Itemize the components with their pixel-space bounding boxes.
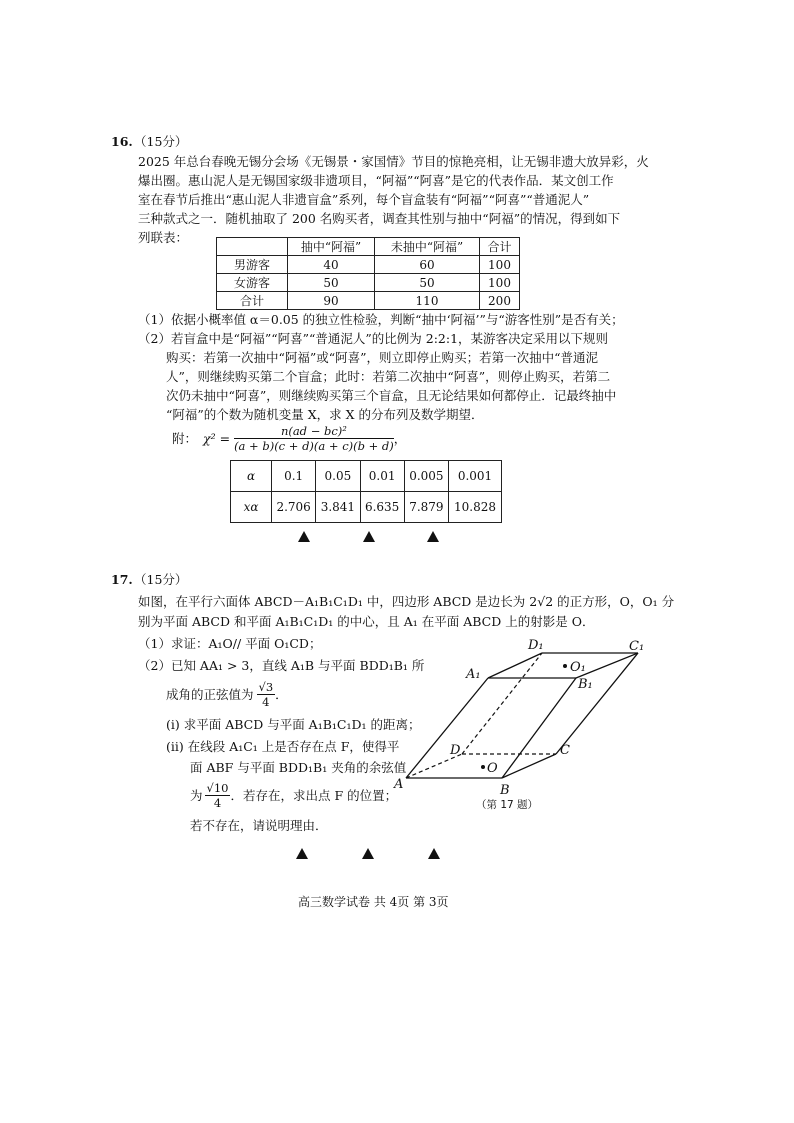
q16-part1: （1）依据小概率值 α＝0.05 的独立性检验，判断“抽中‘阿福’”与“游客性别”是否有关；: [138, 312, 624, 327]
table-cell: 男游客: [217, 256, 288, 274]
label-O: O: [487, 761, 498, 776]
chi-square-formula: [172, 421, 406, 455]
cosine-fraction: [205, 781, 231, 810]
table-cell: α: [231, 461, 272, 492]
label-D: D: [450, 743, 461, 758]
table-cell: 50: [288, 274, 375, 292]
q17-number: 17.: [111, 572, 133, 587]
edge-D1A1: [488, 653, 542, 678]
page-footer: 高三数学试卷 共 4页 第 3页: [298, 895, 449, 909]
q16-part2-line: 次仍未抽中“阿喜”，则继续购买第三个盲盒，且无论结果如何都停止．记最终抽中: [166, 388, 617, 403]
table-cell: 女游客: [217, 274, 288, 292]
triangle-marker-icon: [296, 848, 308, 859]
sine-fraction: [257, 680, 276, 709]
q17-sub2-pre: 为: [190, 788, 203, 803]
q17-points: （15分）: [134, 572, 188, 587]
table-row: [217, 256, 520, 274]
contingency-table: [216, 237, 520, 310]
formula-fraction: [234, 424, 394, 453]
table-cell: 合计: [217, 292, 288, 310]
triangle-marker-icon: [298, 531, 310, 542]
edge-AA1: [406, 678, 488, 778]
q17-sub2-line: (ii) 在线段 A₁C₁ 上是否存在点 F，使得平: [166, 739, 400, 754]
table-row: [231, 492, 502, 523]
critical-value-table: [230, 460, 502, 523]
q17-period: ．: [275, 687, 288, 702]
q17-part2-sine-line: [166, 678, 288, 710]
q16-intro-line: 三种款式之一．随机抽取了 200 名购买者，调查其性别与抽中“阿福”的情况，得到如下: [138, 211, 621, 226]
table-header: 抽中“阿福”: [288, 238, 375, 256]
q17-part1: （1）求证：A₁O// 平面 O₁CD；: [138, 636, 322, 651]
table-cell: 40: [288, 256, 375, 274]
point-O: [481, 765, 485, 769]
label-A1: A₁: [466, 667, 481, 682]
table-cell: [217, 238, 288, 256]
q17-intro-line: 如图，在平行六面体 ABCD－A₁B₁C₁D₁ 中，四边形 ABCD 是边长为 2√2 的正方形，O，O₁ 分: [138, 594, 675, 609]
table-cell: 3.841: [316, 492, 360, 523]
cosine-denominator: 4: [213, 795, 222, 810]
table-cell: 60: [375, 256, 480, 274]
q17-sub2-line: 面 ABF 与平面 BDD₁B₁ 夹角的余弦值: [190, 760, 407, 775]
q16-intro-line: 列联表：: [138, 230, 189, 245]
table-row: [231, 461, 502, 492]
label-B1: B₁: [578, 677, 593, 692]
label-C1: C₁: [629, 639, 645, 654]
table-cell: xα: [231, 492, 272, 523]
label-C: C: [560, 743, 570, 758]
table-cell: 0.01: [360, 461, 404, 492]
q17-sub2-post: ．若存在，求出点 F 的位置；: [230, 788, 398, 803]
q16-part2-line: 购买：若第一次抽中“阿福”或“阿喜”，则立即停止购买；若第一次抽中“普通泥: [166, 350, 598, 365]
q17-sub2-line: 若不存在，请说明理由．: [190, 818, 328, 833]
triangle-marker-icon: [362, 848, 374, 859]
table-cell: 200: [480, 292, 520, 310]
q16-points: （15分）: [134, 134, 188, 149]
cosine-numerator: √10: [206, 780, 229, 795]
table-row: [217, 292, 520, 310]
table-cell: 2.706: [272, 492, 316, 523]
q16-intro-line: 爆出圈。惠山泥人是无锡国家级非遗项目，“阿福”“阿喜”是它的代表作品．某文创工作: [138, 173, 614, 188]
formula-lhs: χ² =: [203, 430, 231, 446]
table-header: 合计: [480, 238, 520, 256]
formula-tail: ，: [393, 431, 407, 446]
table-cell: 7.879: [404, 492, 448, 523]
q17-sub2-cosine-line: [190, 779, 397, 811]
triangle-marker-icon: [428, 848, 440, 859]
table-cell: 0.005: [404, 461, 448, 492]
label-D1: D₁: [528, 638, 544, 653]
parallelepiped-figure: [390, 636, 650, 816]
table-cell: 0.05: [316, 461, 360, 492]
q17-part2-text: 成角的正弦值为: [166, 687, 254, 702]
table-row: [217, 274, 520, 292]
q16-intro-line: 2025 年总台春晚无锡分会场《无锡景・家国情》节目的惊艳亮相，让无锡非遗大放异彩，火: [138, 154, 649, 169]
label-B: B: [500, 783, 510, 798]
table-cell: 100: [480, 256, 520, 274]
formula-numerator: n(ad − bc)²: [234, 424, 394, 439]
q16-intro-line: 室在春节后推出“惠山泥人非遗盲盒”系列，每个盲盒装有“阿福”“阿喜”“普通泥人”: [138, 192, 590, 207]
triangle-marker-icon: [363, 531, 375, 542]
point-O1: [563, 664, 567, 668]
label-O1: O₁: [570, 660, 586, 675]
q17-sub1: (i) 求平面 ABCD 与平面 A₁B₁C₁D₁ 的距离；: [166, 717, 421, 732]
q16-part2-line: 人”，则继续购买第二个盲盒；此时：若第二次抽中“阿喜”，则停止购买，若第二: [166, 369, 611, 384]
sine-denominator: 4: [262, 694, 270, 709]
table-cell: 100: [480, 274, 520, 292]
table-cell: 0.001: [449, 461, 502, 492]
formula-denominator: (a + b)(c + d)(a + c)(b + d): [234, 438, 394, 453]
q17-part2-line: （2）已知 AA₁ > 3，直线 A₁B 与平面 BDD₁B₁ 所: [138, 658, 425, 673]
table-cell: 90: [288, 292, 375, 310]
q16-part2-line: “阿福”的个数为随机变量 X，求 X 的分布列及数学期望．: [166, 407, 484, 422]
q16-part2-line: （2）若盲盒中是“阿福”“阿喜”“普通泥人”的比例为 2:2:1，某游客决定采用以下规则: [138, 331, 609, 346]
edge-CC1: [556, 653, 638, 754]
table-cell: 10.828: [449, 492, 502, 523]
table-header-row: [217, 238, 520, 256]
triangle-marker-icon: [427, 531, 439, 542]
table-cell: 50: [375, 274, 480, 292]
q16-number: 16.: [111, 134, 133, 149]
table-cell: 110: [375, 292, 480, 310]
formula-prefix: 附：: [172, 431, 198, 446]
q17-intro-line: 别为平面 ABCD 和平面 A₁B₁C₁D₁ 的中心，且 A₁ 在平面 ABCD 上的射影是 O．: [138, 614, 595, 629]
sine-numerator: √3: [258, 679, 274, 694]
edge-BB1: [502, 678, 576, 778]
table-cell: 6.635: [360, 492, 404, 523]
table-header: 未抽中“阿福”: [375, 238, 480, 256]
figure-caption: （第 17 题）: [476, 799, 539, 811]
label-A: A: [394, 777, 404, 792]
table-cell: 0.1: [272, 461, 316, 492]
